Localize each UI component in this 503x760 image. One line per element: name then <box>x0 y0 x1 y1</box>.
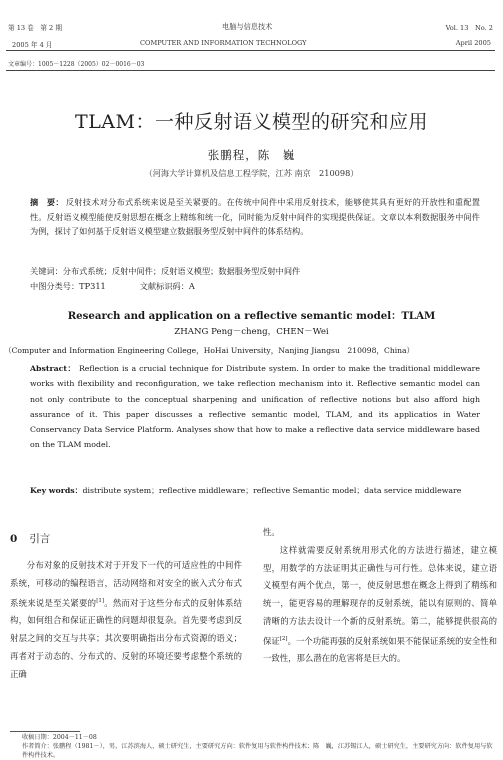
abstract-cn-text: 反射技术对分布式系统来说是至关紧要的。在传统中间件中采用反射技术，能够使其具有更好的开放性和重配置性。反射语义模型能使反射思想在概念上精练和统一化，同时能为反射中间件的实现提供保证。文章以本利数据服务中间件为例，探讨了如何基于反射语义模型建立数据服务型反射中间件的体系结构。 <box>30 197 480 237</box>
abstract-cn-label: 摘 要： <box>30 197 64 207</box>
header-journal-cn: 电脑与信息技术 <box>222 22 273 31</box>
section-number: 0 <box>10 533 18 545</box>
doc-code-value: A <box>188 281 195 291</box>
abstract-en-label: Abstract： <box>30 364 76 373</box>
doc-code-label: 文献标识码： <box>139 281 189 291</box>
section-heading <box>10 531 50 546</box>
clc-label: 中图分类号： <box>30 281 80 291</box>
header-volume-issue: 第 13 卷 第 2 期 <box>8 24 62 32</box>
abstract-en <box>30 361 480 453</box>
authors-en: ZHANG Peng－cheng，CHEN－Wei <box>174 327 329 337</box>
footnote-received: 收稿日期：2004－11－08 <box>22 734 97 741</box>
body-left-text: 分布对象的反射技术对于开发下一代的可适应性的中间件系统，可移动的编程语言，活动网络和对安全的嵌入式分布式系统来说是至关紧要的 <box>10 560 242 608</box>
footnote-rule <box>10 731 80 732</box>
keywords-cn <box>30 266 300 277</box>
keywords-en <box>30 483 480 498</box>
body-right-text: 这样就需要反射系统用形式化的方法进行描述，建立模型，用数学的方法证明其正确性与可行性。总体来说，建立语义模型有两个优点，第一，使反射思想在概念上得到了精练和统一，能更容易的理解现存的反射系统，能以有原则的、简单清晰的方法去设计一个新的反射系统。第二，能够提供很高的保证 <box>263 544 497 646</box>
abstract-en-text: Reflection is a crucial technique for Distribute system. In order to make the traditional middleware works with flexibility and reconfiguration, we take reflection mechanism into it. Reflective semantic model can not only contribute to the conceptual sharpening and unification of reflective notions but also afford high assurance of it. This paper discusses a reflective semantic model, TLAM, and its applicatios in Water Conservancy Data Service Platform. Analyses show that how to make a reflective data service middleware based on the TLAM model. <box>30 364 480 450</box>
citation-1: [1] <box>96 597 105 604</box>
title-en: Research and application on a reflective semantic model：TLAM <box>67 310 436 322</box>
body-right-paragraph <box>263 542 497 668</box>
header-date: 2005 年 4 月 <box>12 41 53 49</box>
keywords-cn-text: 分布式系统；反射中间件；反射语义模型；数据服务型反射中间件 <box>62 266 301 276</box>
article-number: 文章编号：1005－1228（2005）02－0016－03 <box>8 61 145 68</box>
header-journal-en: COMPUTER AND INFORMATION TECHNOLOGY <box>140 39 307 47</box>
affiliation-en: （Computer and Information Engineering College，HoHai University，Nanjing Jiangsu 210098，China） <box>4 346 415 355</box>
footnote-bio: 作者简介：张鹏程（1981－），男，江苏滨海人，硕士研究生，主要研究方向：软件复用与软件构件技术；陈 巍，江苏锡江人，硕士研究生，主要研究方向：软件复用与软件构件技术。 <box>22 743 493 759</box>
keywords-en-text: distribute system；reflective middleware；reflective Semantic model；data service middleware <box>82 486 462 495</box>
title-cn: TLAM：一种反射语义模型的研究和应用 <box>75 111 428 133</box>
body-right-text-cont: 。一个功能再强的反射系统如果不能保证系统的安全性和一致性，那么潜在的危害将是巨大的。 <box>263 635 498 664</box>
body-left-text-cont: 。然而对于这些分布式的反射体系结构，如何组合和保证正确性的问题却很复杂。首先要考虑到反射层之间的交互与共享；其次要明确指出分布式资源的语义；再者对于动态的、分布式的、反射的环境还要考虑整个系统的正确 <box>10 597 243 679</box>
header-vol-no: Vol. 13 No. 2 <box>445 24 493 32</box>
header-month-en: April 2005 <box>455 39 491 47</box>
body-left-column <box>10 557 242 683</box>
citation-2: [2] <box>279 635 288 642</box>
article-number-rule <box>6 70 495 71</box>
header-rule <box>6 50 495 51</box>
section-title: 引言 <box>29 533 51 545</box>
affiliation-cn: （河海大学计算机及信息工程学院，江苏 南京 210098） <box>144 168 359 178</box>
keywords-cn-label: 关键词： <box>30 266 63 276</box>
body-right-column <box>263 524 497 668</box>
authors-cn: 张鹏程，陈 巍 <box>207 148 296 162</box>
clc-value: TP311 <box>79 281 106 291</box>
abstract-cn <box>30 195 480 239</box>
body-left-paragraph <box>10 557 242 683</box>
body-right-carryover: 性。 <box>263 527 280 537</box>
classification-line <box>30 281 195 292</box>
keywords-en-label: Key words： <box>30 486 83 495</box>
